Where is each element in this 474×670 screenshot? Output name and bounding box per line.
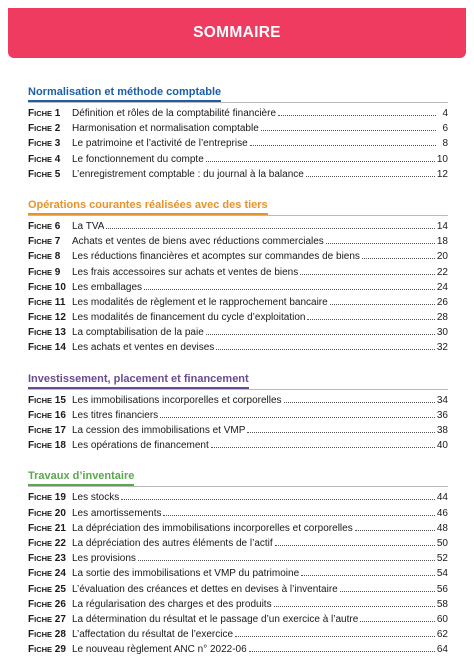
page-number: 40: [436, 440, 448, 452]
dot-leader: [360, 620, 435, 622]
toc-entry[interactable]: [28, 551, 448, 566]
section-divider: [28, 389, 448, 390]
fiche-label: FICHE 20: [28, 506, 72, 521]
toc-entry[interactable]: [28, 340, 448, 355]
dot-leader: [284, 401, 435, 403]
fiche-number: 12: [52, 312, 66, 324]
toc-section: [28, 466, 448, 657]
dot-leader: [261, 129, 436, 131]
fiche-number: 4: [52, 153, 61, 165]
section-divider: [28, 486, 448, 487]
toc-section: [28, 369, 448, 454]
entry-title: Les stocks: [72, 492, 120, 504]
page-number: 28: [436, 312, 448, 324]
fiche-label: FICHE 6: [28, 219, 72, 234]
entry-title: Achats et ventes de biens avec réductions commerciales: [72, 236, 324, 248]
fiche-label: FICHE 18: [28, 438, 72, 453]
entry-title: Le nouveau règlement ANC n° 2022-06: [72, 644, 247, 656]
fiche-label: FICHE 23: [28, 551, 72, 566]
dot-leader: [206, 333, 435, 335]
dot-leader: [106, 227, 434, 229]
fiche-number: 6: [52, 220, 61, 232]
page-number: 34: [436, 394, 448, 406]
dot-leader: [274, 605, 435, 607]
fiche-label: FICHE 2: [28, 121, 72, 136]
fiche-label: FICHE 29: [28, 642, 72, 657]
dot-leader: [235, 635, 435, 637]
dot-leader: [278, 114, 436, 116]
fiche-number: 1: [52, 108, 61, 119]
dot-leader: [250, 144, 436, 146]
entry-title: Les amortissements: [72, 507, 162, 519]
fiche-number: 5: [52, 168, 61, 180]
page-number: 44: [436, 492, 448, 504]
fiche-label: FICHE 24: [28, 566, 72, 581]
fiche-number: 14: [52, 342, 66, 354]
fiche-label: FICHE 25: [28, 582, 72, 597]
fiche-number: 27: [52, 613, 66, 625]
fiche-number: 29: [52, 644, 66, 656]
page-number: 10: [436, 153, 448, 165]
page-number: 24: [436, 281, 448, 293]
entry-title: La détermination du résultat et le passage d’un exercice à l’autre: [72, 613, 359, 625]
fiche-number: 17: [52, 425, 66, 436]
fiche-label: FICHE 5: [28, 167, 72, 182]
fiche-label: FICHE 27: [28, 612, 72, 627]
dot-leader: [144, 288, 435, 290]
section-title: Opérations courantes réalisées avec des tiers: [28, 199, 268, 215]
dot-leader: [275, 544, 435, 546]
sommaire-banner: [8, 8, 466, 58]
page-number: 20: [436, 251, 448, 263]
dot-leader: [247, 431, 434, 433]
toc-entry[interactable]: [28, 642, 448, 657]
dot-leader: [300, 273, 435, 275]
toc-entry[interactable]: [28, 234, 448, 249]
fiche-label: FICHE 19: [28, 490, 72, 505]
page-number: 12: [436, 168, 448, 180]
entry-title: Les opérations de financement: [72, 440, 209, 452]
fiche-number: 18: [52, 440, 66, 452]
dot-leader: [206, 160, 435, 162]
fiche-label: FICHE 14: [28, 340, 72, 355]
entry-title: Les immobilisations incorporelles et corporelles: [72, 394, 282, 406]
fiche-number: 10: [52, 281, 66, 293]
page-title: SOMMAIRE: [193, 24, 281, 41]
toc-entry[interactable]: [28, 310, 448, 325]
toc-entry[interactable]: [28, 136, 448, 151]
dot-leader: [160, 416, 435, 418]
entry-title: La comptabilisation de la paie: [72, 327, 204, 339]
toc-entry[interactable]: [28, 536, 448, 551]
entry-title: Les modalités de financement du cycle d’exploitation: [72, 312, 306, 324]
entry-title: La cession des immobilisations et VMP: [72, 425, 246, 436]
page-number: 14: [436, 220, 448, 232]
fiche-label: FICHE 28: [28, 627, 72, 642]
toc-entry[interactable]: [28, 438, 448, 453]
page-number: 8: [442, 138, 448, 150]
dot-leader: [138, 559, 435, 561]
fiche-number: 19: [52, 492, 66, 504]
toc-entry[interactable]: [28, 121, 448, 136]
toc-entry[interactable]: [28, 423, 448, 438]
page-number: 48: [436, 522, 448, 534]
fiche-number: 3: [52, 138, 61, 150]
dot-leader: [211, 446, 435, 448]
fiche-number: 9: [52, 266, 61, 278]
fiche-label: FICHE 16: [28, 408, 72, 423]
toc-entry[interactable]: [28, 597, 448, 612]
page-number: 52: [436, 553, 448, 565]
fiche-label: FICHE 11: [28, 295, 72, 310]
page-number: 30: [436, 327, 448, 339]
dot-leader: [362, 257, 435, 259]
entry-title: Les réductions financières et acomptes sur commandes de biens: [72, 251, 360, 263]
fiche-label: FICHE 13: [28, 325, 72, 340]
fiche-label: FICHE 21: [28, 521, 72, 536]
fiche-number: 23: [52, 553, 66, 565]
page-number: 58: [436, 598, 448, 610]
section-title: Normalisation et méthode comptable: [28, 86, 221, 102]
fiche-number: 15: [52, 394, 66, 406]
page-number: 32: [436, 342, 448, 354]
fiche-label: FICHE 4: [28, 152, 72, 167]
page-number: 62: [436, 629, 448, 641]
toc-entry[interactable]: [28, 106, 448, 121]
page-number: 46: [436, 507, 448, 519]
entry-title: Harmonisation et normalisation comptable: [72, 123, 259, 135]
entry-title: L’évaluation des créances et dettes en devises à l’inventaire: [72, 583, 338, 595]
entry-title: La régularisation des charges et des produits: [72, 598, 272, 610]
dot-leader: [340, 590, 435, 592]
toc-entry[interactable]: [28, 152, 448, 167]
entry-title: L’affectation du résultat de l’exercice: [72, 629, 234, 641]
page-number: 36: [436, 409, 448, 421]
fiche-number: 13: [52, 327, 66, 339]
dot-leader: [216, 348, 435, 350]
section-divider: [28, 215, 448, 216]
dot-leader: [249, 650, 435, 652]
page-number: 26: [436, 296, 448, 308]
fiche-label: FICHE 10: [28, 280, 72, 295]
fiche-number: 28: [52, 629, 66, 641]
fiche-number: 26: [52, 598, 66, 610]
entry-title: La sortie des immobilisations et VMP du patrimoine: [72, 568, 300, 580]
dot-leader: [306, 175, 435, 177]
toc-entry[interactable]: [28, 393, 448, 408]
fiche-label: FICHE 26: [28, 597, 72, 612]
entry-title: La TVA: [72, 220, 105, 232]
dot-leader: [301, 574, 435, 576]
toc-entry[interactable]: [28, 582, 448, 597]
toc-entry[interactable]: [28, 219, 448, 234]
section-title: Travaux d’inventaire: [28, 470, 134, 486]
page-number: 60: [436, 613, 448, 625]
fiche-label: FICHE 12: [28, 310, 72, 325]
page-number: 18: [436, 236, 448, 248]
page-number: 54: [436, 568, 448, 580]
toc-entry[interactable]: [28, 249, 448, 264]
fiche-label: FICHE 7: [28, 234, 72, 249]
fiche-label: FICHE 22: [28, 536, 72, 551]
entry-title: L’enregistrement comptable : du journal à la balance: [72, 168, 304, 180]
fiche-label: FICHE 3: [28, 136, 72, 151]
toc-entry[interactable]: [28, 167, 448, 182]
fiche-number: 8: [52, 251, 61, 263]
fiche-number: 20: [52, 507, 66, 519]
entry-title: Les emballages: [72, 281, 143, 293]
entry-title: Définition et rôles de la comptabilité financière: [72, 108, 276, 119]
fiche-number: 7: [52, 236, 61, 248]
entry-title: Les achats et ventes en devises: [72, 342, 215, 354]
entry-title: La dépréciation des autres éléments de l’actif: [72, 537, 273, 549]
toc-entry[interactable]: [28, 490, 448, 505]
fiche-label: FICHE 8: [28, 249, 72, 264]
toc-entry[interactable]: [28, 280, 448, 295]
entry-title: Les frais accessoires sur achats et ventes de biens: [72, 266, 299, 278]
toc-entry[interactable]: [28, 408, 448, 423]
page-number: 6: [442, 123, 448, 135]
page-number: 4: [442, 108, 448, 119]
section-divider: [28, 102, 448, 103]
toc-entry[interactable]: [28, 506, 448, 521]
dot-leader: [330, 303, 435, 305]
page-number: 38: [436, 425, 448, 436]
entry-title: Le patrimoine et l’activité de l’entreprise: [72, 138, 248, 150]
dot-leader: [307, 318, 434, 320]
entry-title: Les titres financiers: [72, 409, 159, 421]
toc-section: [28, 195, 448, 356]
toc-entry[interactable]: [28, 325, 448, 340]
dot-leader: [121, 498, 435, 500]
section-title: Investissement, placement et financement: [28, 373, 249, 389]
table-of-contents: [28, 82, 448, 670]
toc-entry[interactable]: [28, 612, 448, 627]
fiche-number: 2: [52, 123, 61, 135]
fiche-label: FICHE 9: [28, 265, 72, 280]
fiche-label: FICHE 17: [28, 423, 72, 438]
fiche-number: 21: [52, 522, 66, 534]
entry-title: Le fonctionnement du compte: [72, 153, 204, 165]
toc-entry[interactable]: [28, 295, 448, 310]
fiche-number: 25: [52, 583, 66, 595]
entry-title: La dépréciation des immobilisations incorporelles et corporelles: [72, 522, 353, 534]
entry-title: Les provisions: [72, 553, 136, 565]
fiche-label: FICHE 15: [28, 393, 72, 408]
dot-leader: [355, 529, 435, 531]
toc-entry[interactable]: [28, 627, 448, 642]
dot-leader: [326, 242, 435, 244]
fiche-number: 11: [52, 296, 66, 308]
toc-entry[interactable]: [28, 521, 448, 536]
fiche-number: 22: [52, 537, 66, 549]
entry-title: Les modalités de règlement et le rapprochement bancaire: [72, 296, 328, 308]
toc-entry[interactable]: [28, 566, 448, 581]
page-number: 64: [436, 644, 448, 656]
page-number: 22: [436, 266, 448, 278]
toc-section: [28, 82, 448, 182]
dot-leader: [163, 514, 434, 516]
toc-entry[interactable]: [28, 265, 448, 280]
fiche-number: 24: [52, 568, 66, 580]
fiche-number: 16: [52, 409, 66, 421]
fiche-label: FICHE 1: [28, 106, 72, 121]
page-number: 50: [436, 537, 448, 549]
page-number: 56: [436, 583, 448, 595]
